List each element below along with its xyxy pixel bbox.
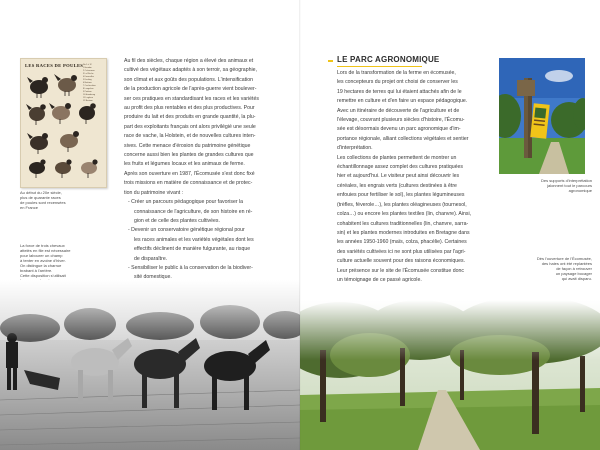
oxen-caption: La force de trois chevaux attelés en file est nécessaire pour labourer un champ à tenter en avoine d'hiver. On distingue la charrue brabant à l'arrière. Cette disposition s'utilisait [20, 243, 71, 278]
hen-icon [60, 131, 79, 152]
left-body-text: Au fil des siècles, chaque région a élevé des animaux et cultivé des végétaux adaptés à son terroir, sa géographie, son climat et aux goûts des populations. L'intensification de la production agricole de l'après-guerre vient boulever- ser ces pratiques en standardisant les races et les variétés au profit des plus rentables et des plus productives. Pour produire du lait et des produits en grande quantité, la plu- part des exploitants français ont alors privilégié une seule race de vache, la Holstein, et de nouvelles cultures inten- sives. Cette menace d'érosion du patrimoine génétique concerne aussi bien les plantes de grandes cultures que les fruits et légumes locaux et les animaux de ferme. Après son ouverture en 1987, l'Écomusée s'est donc fixé trois missions en matière de connaissance et de protec- tion du patrimoine vivant : - Créer un parcours pédagogique pour favoriser la connaissance de l'agriculture, de son histoire en ré- gion et de celle des plantes cultivées. - Devenir un conservatoire génétique régional pour les races animales et les variétés végétales dont les effectifs déclinent de manière fulgurante, au risque de disparaître. - Sensibiliser le public à la conservation de la biodiver- sité domestique. [124, 58, 259, 281]
right-body-text: Lors de la transformation de la ferme en écomusée, les concepteurs du projet ont choisi de conserver les 19 hectares de terres qui lui étaient attachés afin de le remettre en culture et d'en faire un espace pédagogique. Avec un itinéraire de découverte de l'agriculture et de l'élevage, couvrant plusieurs siècles d'histoire, l'Écomu- sée est désormais devenu un parc agronomique d'im- portance régionale, alliant collections végétales et sentier d'interprétation. Les collections de plantes permettent de montrer un échantillonnage assez complet des cultures pratiquées hier et aujourd'hui. Le visiteur peut ainsi découvrir les céréales, les engrais verts (cultures destinées à être enfouies pour fertiliser le sol), les plantes légumineuses (trèfles, féverole…), les plantes oléagineuses (tournesol, colza…) ou encore les plantes textiles (lin, chanvre). Ainsi, cohabitent les cultures traditionnelles (lin, chanvre, sarra- sin) et les plantes modernes introduites en Bretagne dans les années 1950-1960 (maïs, colza, phacélie). Certaines des variétés cultivées ici ne sont plus utilisées par l'agri- culture actuelle souvent pour des raisons économiques. Leur présence sur le site de l'Écomusée constitue donc un témoignage de ce passé agricole. [337, 70, 472, 283]
hen-icon [49, 103, 71, 124]
hen-icon [55, 159, 72, 178]
poster-title: LES RACES DE POULES [25, 63, 84, 68]
hen-icon [79, 103, 96, 124]
poster-caption: Au début du 20e siècle, plus de quarante races de poules sont recensées en France [20, 190, 66, 210]
poster-list: No 1 à 12 1 Houdan 2 Crèvecœur 3 La Flèche 4 Faverolles 5 Dorking 6 Brahma 7 Cochinchine 8 Langshan 9 Padoue 10 Hambourg 11 Leghorn 12 Bantam [83, 64, 96, 102]
section-title: LE PARC AGRONOMIQUE [337, 55, 440, 64]
plowing-horses-photo [0, 280, 300, 450]
hen-icon [27, 133, 48, 154]
hen-icon [29, 159, 46, 178]
hen-illustrations [21, 59, 106, 187]
right-page [300, 0, 600, 450]
tree-lined-path-photo [300, 300, 600, 450]
hen-icon [81, 159, 98, 178]
hedge-caption: Dès l'ouverture de l'Écomusée, des haies ont été replantées de façon à retrouver un paysage bocager qui avait disparu. [536, 256, 592, 281]
hen-icon [54, 74, 77, 96]
hen-breeds-poster [20, 58, 107, 188]
sign-caption: Des supports d'interprétation jalonnent tout le parcours agronomique [540, 178, 592, 193]
title-accent-bar [328, 60, 333, 62]
hen-icon [26, 104, 46, 125]
hen-icon [27, 77, 48, 98]
book-spine [299, 0, 301, 450]
interpretation-sign-photo [499, 58, 585, 174]
title-underline [337, 66, 422, 67]
